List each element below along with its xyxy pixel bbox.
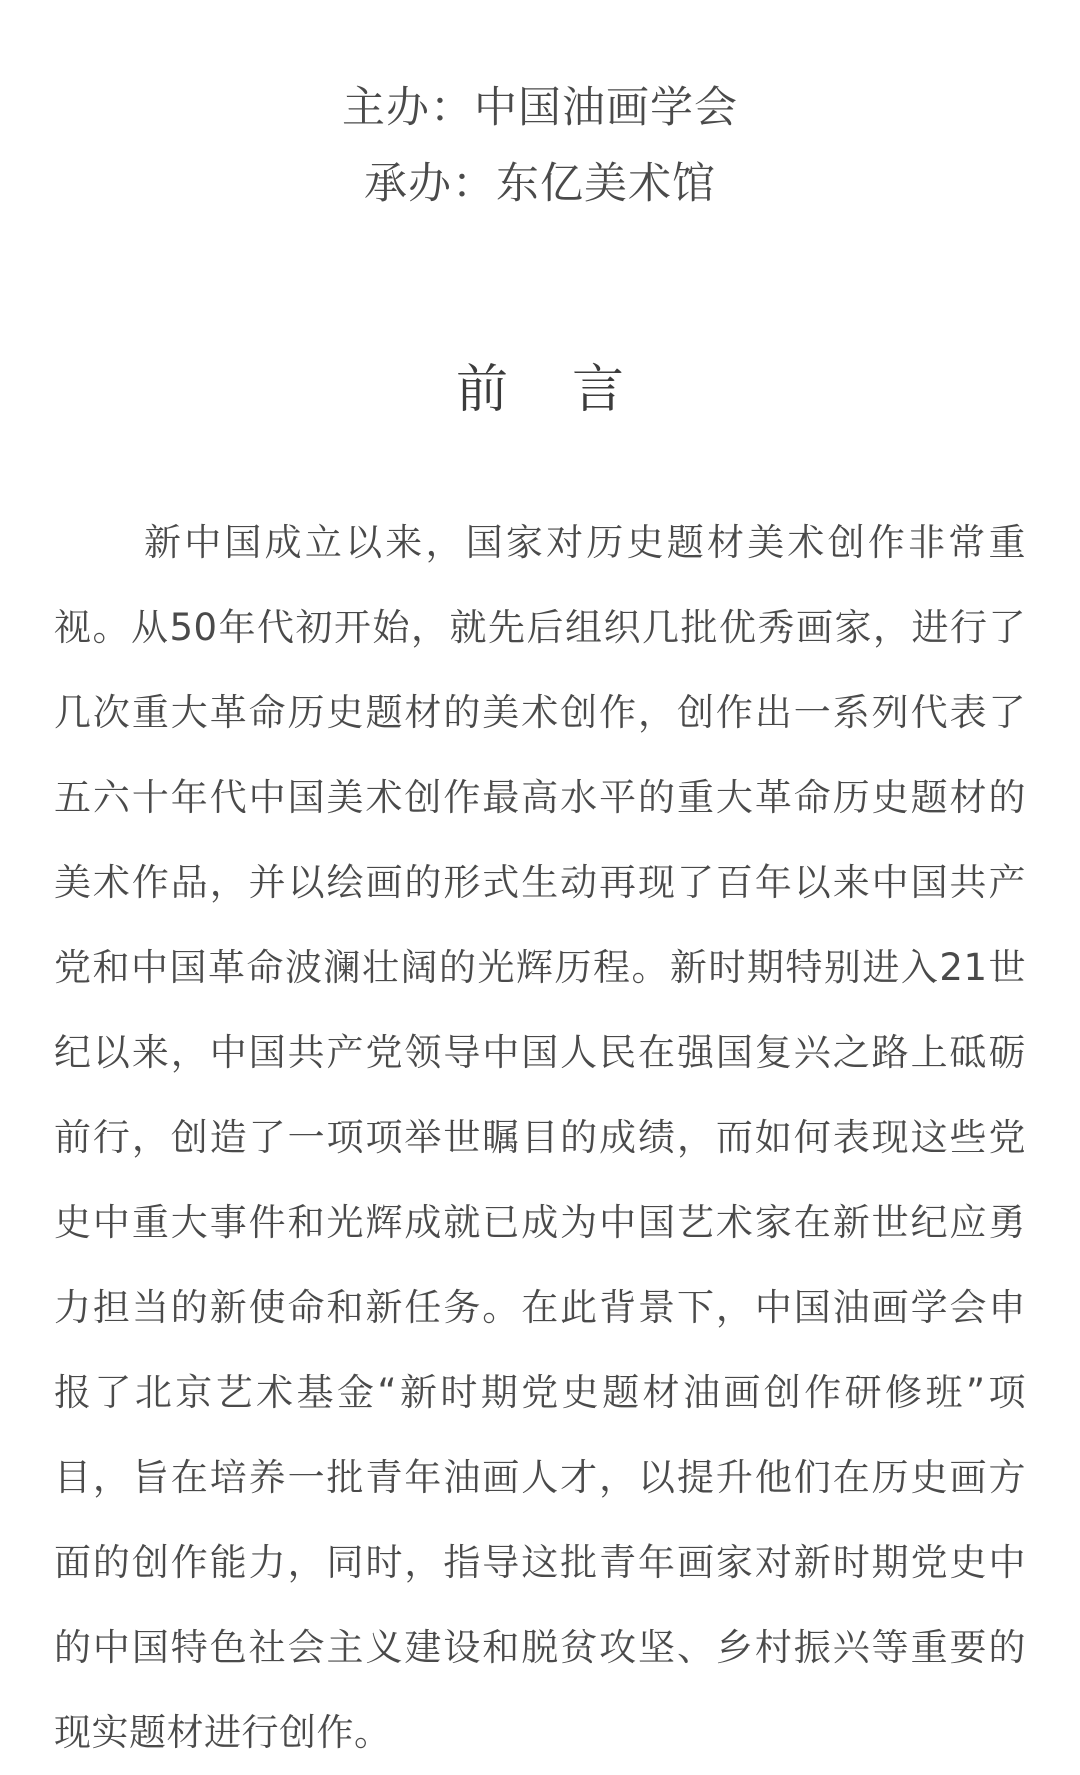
organizers-block (0, 70, 1080, 222)
host-label: 主办 (342, 83, 430, 133)
organizer-label: 承办 (364, 159, 452, 209)
preface-paragraph: 新中国成立以来，国家对历史题材美术创作非常重视。从50年代初开始，就先后组织几批优秀画家，进行了几次重大革命历史题材的美术创作，创作出一系列代表了五六十年代中国美术创作最高水平的重大革命历史题材的美术作品，并以绘画的形式生动再现了百年以来中国共产党和中国革命波澜壮阔的光辉历程。新时期特别进入21世纪以来，中国共产党领导中国人民在强国复兴之路上砥砺前行，创造了一项项举世瞩目的成绩，而如何表现这些党史中重大事件和光辉成就已成为中国艺术家在新世纪应勇力担当的新使命和新任务。在此背景下，中国油画学会申报了北京艺术基金“新时期党史题材油画创作研修班”项目，旨在培养一批青年油画人才，以提升他们在历史画方面的创作能力，同时，指导这批青年画家对新时期党史中的中国特色社会主义建设和脱贫攻坚、乡村振兴等重要的现实题材进行创作。 (54, 521, 1026, 1754)
host-line (0, 70, 1080, 146)
organizer-separator: ： (452, 159, 496, 209)
page-title: 前言 (455, 360, 688, 420)
host-separator: ： (430, 83, 474, 133)
organizer-line (0, 146, 1080, 222)
organizer-value: 东亿美术馆 (496, 159, 716, 209)
host-value: 中国油画学会 (474, 83, 738, 133)
